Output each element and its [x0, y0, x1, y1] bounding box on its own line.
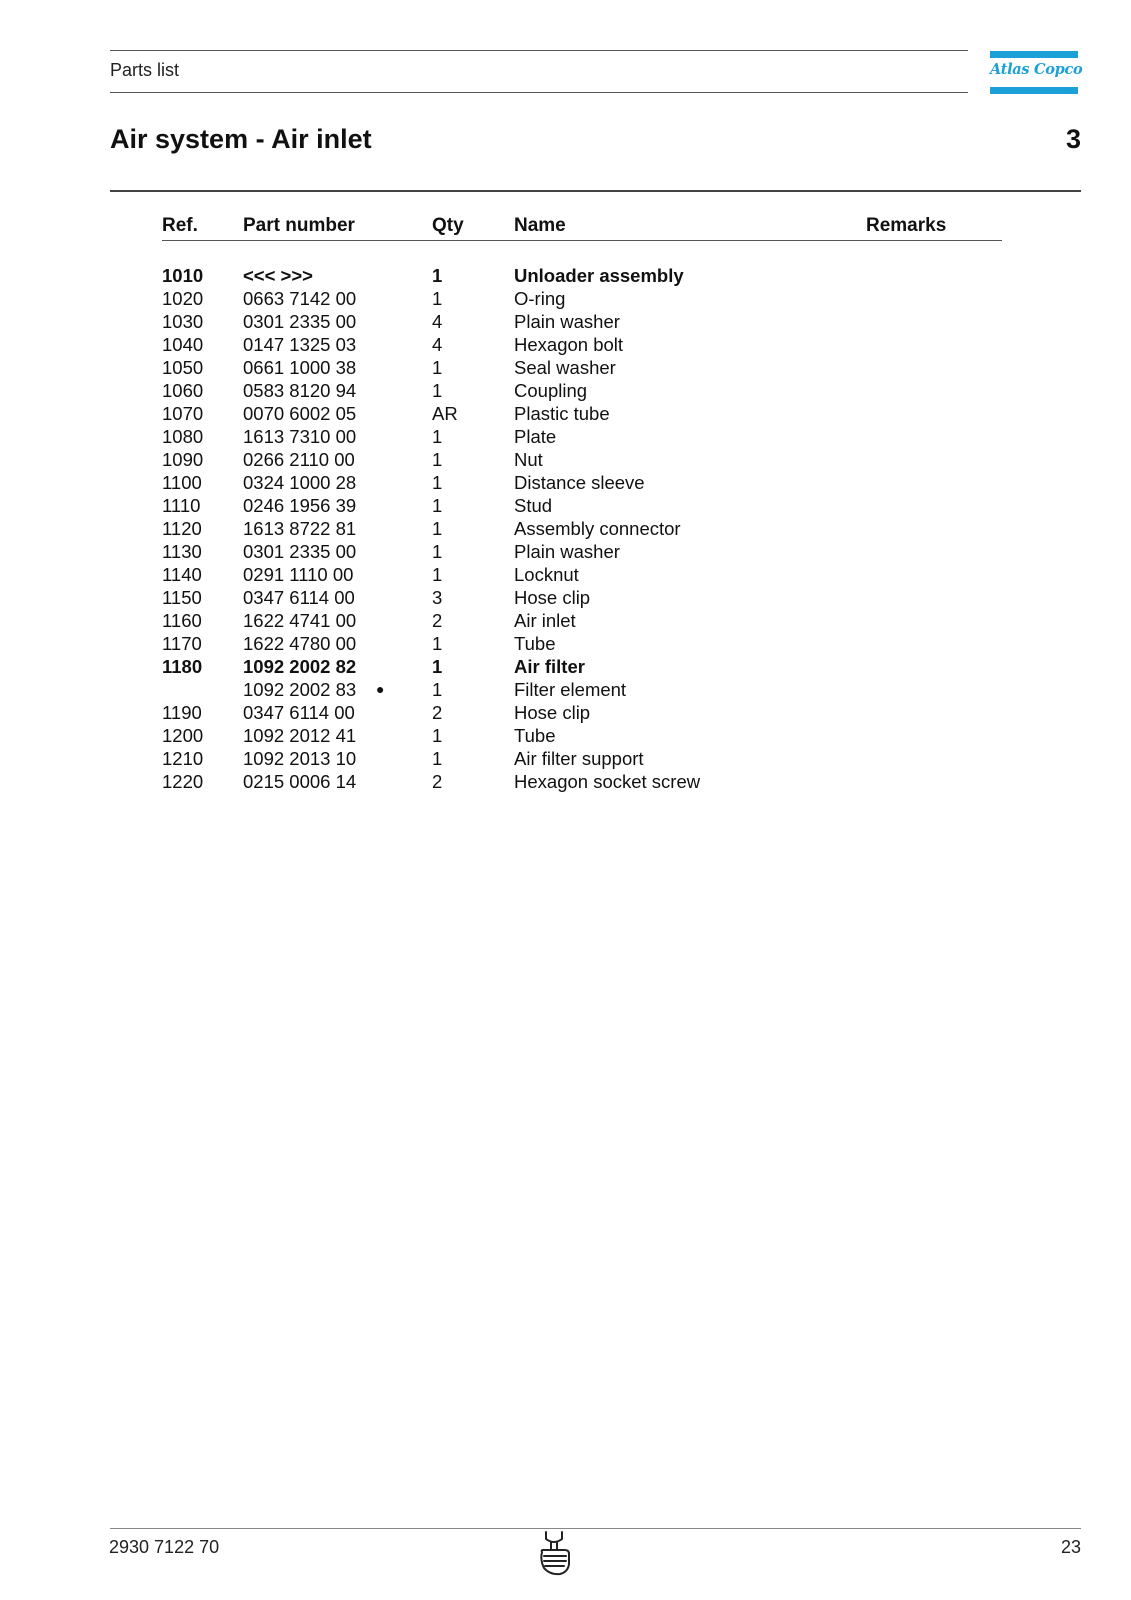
ref-cell: 1040 [162, 334, 204, 355]
table-header-rule [162, 240, 1002, 241]
qty-cell: 2 [432, 771, 443, 792]
qty-cell: 1 [432, 449, 443, 470]
qty-cell: 1 [432, 656, 443, 677]
qty-cell: 1 [432, 725, 443, 746]
part-number-cell: 0583 8120 94 [243, 380, 357, 401]
name-cell: Air inlet [514, 610, 576, 631]
page-title: Air system - Air inlet [110, 124, 372, 154]
name-cell: Air filter [514, 656, 585, 677]
name-cell: Tube [514, 725, 556, 746]
table-row [0, 564, 1131, 587]
part-number-cell: 0347 6114 00 [243, 587, 355, 608]
ref-cell: 1080 [162, 426, 204, 447]
name-cell: Locknut [514, 564, 579, 585]
part-number-cell: 0301 2335 00 [243, 311, 357, 332]
page-number: 23 [1060, 1537, 1081, 1557]
table-row [0, 518, 1131, 541]
ref-cell: 1060 [162, 380, 204, 401]
ref-cell: 1170 [162, 633, 202, 654]
column-header-qty: Qty [432, 215, 464, 236]
name-cell: Tube [514, 633, 556, 654]
qty-cell: 1 [432, 265, 443, 286]
table-row [0, 472, 1131, 495]
ref-cell: 1210 [162, 748, 204, 769]
qty-cell: 1 [432, 564, 443, 585]
part-number-cell: 1092 2002 82 [243, 656, 357, 677]
table-row [0, 541, 1131, 564]
qty-cell: 1 [432, 288, 443, 309]
name-cell: Hose clip [514, 587, 591, 608]
part-number-cell: <<< >>> [243, 265, 313, 286]
column-header-ref: Ref. [162, 215, 198, 236]
name-cell: Stud [514, 495, 553, 516]
part-number-cell: 0347 6114 00 [243, 702, 355, 723]
name-cell: Air filter support [514, 748, 644, 769]
table-row [0, 656, 1131, 679]
qty-cell: 1 [432, 633, 443, 654]
table-row [0, 633, 1131, 656]
section-label: Parts list [110, 60, 180, 80]
column-header-name: Name [514, 215, 566, 236]
ref-cell: 1030 [162, 311, 204, 332]
table-row [0, 265, 1131, 288]
column-header-part-number: Part number [243, 215, 355, 236]
qty-cell: 1 [432, 472, 443, 493]
part-number-cell: 0661 1000 38 [243, 357, 357, 378]
part-number-cell: 0266 2110 00 [243, 449, 355, 470]
atlas-copco-logo [990, 51, 1083, 94]
qty-cell: 3 [432, 587, 443, 608]
qty-cell: 2 [432, 610, 443, 631]
qty-cell: 1 [432, 541, 443, 562]
table-row [0, 679, 1131, 702]
qty-cell: 1 [432, 380, 443, 401]
part-number-cell: 1092 2013 10 [243, 748, 357, 769]
table-row [0, 380, 1131, 403]
name-cell: Plate [514, 426, 557, 447]
part-number-cell: 0663 7142 00 [243, 288, 357, 309]
document-number: 2930 7122 70 [109, 1537, 220, 1557]
title-rule [110, 190, 1081, 192]
table-row [0, 610, 1131, 633]
qty-cell: 2 [432, 702, 443, 723]
name-cell: Hexagon socket screw [514, 771, 701, 792]
name-cell: Nut [514, 449, 543, 470]
table-row [0, 725, 1131, 748]
name-cell: Plain washer [514, 311, 620, 332]
qty-cell: 1 [432, 426, 443, 447]
section-number: 3 [1065, 124, 1081, 154]
table-row [0, 748, 1131, 771]
name-cell: Coupling [514, 380, 588, 401]
ref-cell: 1190 [162, 702, 202, 723]
table-row [0, 771, 1131, 794]
table-row [0, 449, 1131, 472]
header-bottom-rule [110, 92, 968, 93]
ref-cell: 1200 [162, 725, 204, 746]
ref-cell: 1130 [162, 541, 202, 562]
table-row [0, 288, 1131, 311]
ref-cell: 1020 [162, 288, 204, 309]
table-row [0, 311, 1131, 334]
name-cell: O-ring [514, 288, 566, 309]
qty-cell: 4 [432, 311, 443, 332]
part-number-cell: 1613 7310 00 [243, 426, 357, 447]
table-row [0, 426, 1131, 449]
part-number-cell: 0215 0006 14 [243, 771, 357, 792]
service-kit-bullet: ● [376, 681, 385, 697]
part-number-cell: 1622 4741 00 [243, 610, 357, 631]
qty-cell: 1 [432, 357, 443, 378]
name-cell: Unloader assembly [514, 265, 684, 286]
table-row [0, 587, 1131, 610]
name-cell: Filter element [514, 679, 627, 700]
part-number-cell: 1092 2012 41 [243, 725, 357, 746]
ref-cell: 1180 [162, 656, 203, 677]
qty-cell: 1 [432, 495, 443, 516]
ref-cell: 1140 [162, 564, 202, 585]
table-row [0, 403, 1131, 426]
part-number-cell: 0301 2335 00 [243, 541, 357, 562]
logo-text: Atlas Copco [990, 61, 1083, 78]
column-header-remarks: Remarks [866, 215, 947, 236]
ref-cell: 1070 [162, 403, 204, 424]
part-number-cell: 1622 4780 00 [243, 633, 357, 654]
table-row [0, 334, 1131, 357]
service-wrench-hand-icon [536, 1530, 572, 1576]
part-number-cell: 0147 1325 03 [243, 334, 357, 355]
part-number-cell: 0246 1956 39 [243, 495, 357, 516]
qty-cell: AR [432, 403, 458, 424]
name-cell: Plain washer [514, 541, 620, 562]
qty-cell: 1 [432, 679, 443, 700]
part-number-cell: 0291 1110 00 [243, 564, 354, 585]
qty-cell: 1 [432, 518, 443, 539]
part-number-cell: 1092 2002 83 [243, 679, 357, 700]
ref-cell: 1160 [162, 610, 202, 631]
ref-cell: 1150 [162, 587, 202, 608]
qty-cell: 4 [432, 334, 443, 355]
ref-cell: 1050 [162, 357, 204, 378]
ref-cell: 1090 [162, 449, 204, 470]
ref-cell: 1100 [162, 472, 202, 493]
part-number-cell: 1613 8722 81 [243, 518, 357, 539]
part-number-cell: 0070 6002 05 [243, 403, 357, 424]
qty-cell: 1 [432, 748, 443, 769]
ref-cell: 1220 [162, 771, 204, 792]
ref-cell: 1110 [162, 495, 201, 516]
name-cell: Seal washer [514, 357, 616, 378]
part-number-cell: 0324 1000 28 [243, 472, 357, 493]
name-cell: Hose clip [514, 702, 591, 723]
table-row [0, 357, 1131, 380]
ref-cell: 1010 [162, 265, 204, 286]
name-cell: Plastic tube [514, 403, 610, 424]
name-cell: Assembly connector [514, 518, 681, 539]
footer-rule [110, 1528, 1081, 1529]
table-row [0, 702, 1131, 725]
header-top-rule [110, 50, 968, 51]
ref-cell: 1120 [162, 518, 202, 539]
table-row [0, 495, 1131, 518]
name-cell: Hexagon bolt [514, 334, 624, 355]
name-cell: Distance sleeve [514, 472, 645, 493]
